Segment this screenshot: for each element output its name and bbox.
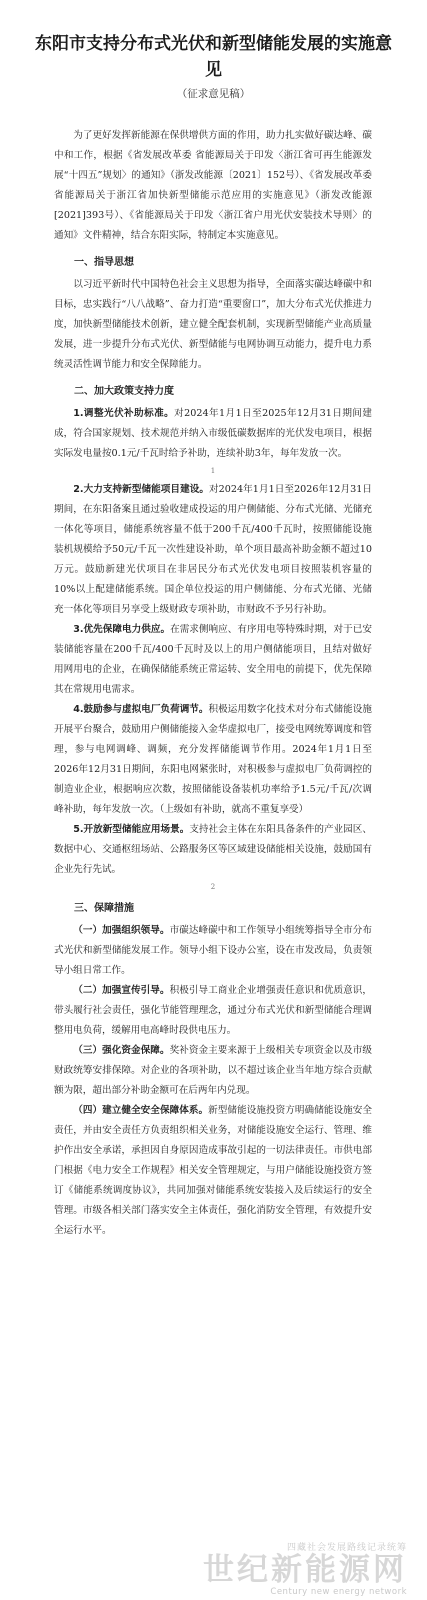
watermark — [203, 1540, 407, 1597]
policy-item-4-text: 积极运用数字化技术对分布式储能设施开展平台聚合，鼓励用户侧储能接入金华虚拟电厂，接受电网统筹调度和管理，参与电网调峰、调频，充分发挥储能调节作用。2024年1月1日至2026年12月31日期间，东阳电网紧张时，对积极参与虚拟电厂负荷调控的制造业企业，根据响应次数，按照储能设备装机功率给予1.5元/千瓦/次调峰补助，每年发放一次。（上级如有补助，就高不重复享受） — [54, 704, 372, 815]
intro-paragraph: 为了更好发挥新能源在保供增供方面的作用，助力扎实做好碳达峰、碳中和工作，根据《省发展改革委 省能源局关于印发〈浙江省可再生能源发展“十四五”规划〉的通知》（浙发改能源〔2021〕152号）、《省发展改革委 省能源局关于浙江省加快新型储能示范应用的实施意见》（浙发改能源[2021]393号）、《省能源局关于印发〈浙江省户用光伏安装技术导则〉的通知》文件精神，结合东阳实际，特制定本实施意见。 — [54, 130, 372, 241]
watermark-subtext: 四藏社会发展路线记录统筹 — [286, 1543, 407, 1553]
policy-item-5-lead: 5.开放新型储能应用场景。 — [73, 824, 190, 835]
policy-item-3-text: 在需求侧响应、有序用电等特殊时期，对于已安装储能容量在200千瓦/400千瓦时及以上的用户侧储能项目，且结对做好用网用电的企业，在确保储能系统正常运转、安全用电的前提下，优先保障其在常规用电需求。 — [54, 624, 372, 695]
watermark-english: Century new energy network — [270, 1587, 407, 1597]
draft-subtitle: （征求意见稿） — [176, 88, 251, 100]
page-number: 2 — [210, 883, 216, 891]
safeguard-item-3-lead: （三）强化资金保障。 — [73, 1045, 170, 1056]
policy-item-2-text: 对2024年1月1日至2026年12月31日期间，在东阳备案且通过验收建成投运的用户侧储能、分布式光储、光储充一体化等项目，储能系统容量不低于200千瓦/400千瓦时，按照储能设施装机规模给予50元/千瓦一次性建设补助，单个项目最高补助金额不超过10万元。鼓励新建光伏项目在非居民分布式光伏发电项目按照装机容量的10%以上配建储能系统。国企单位投运的用户侧储能、分布式光储、光储充一体化等项目另享受上级财政专项补助，市财政不予另行补助。 — [54, 484, 372, 615]
section-heading-guiding-ideology: 一、指导思想 — [74, 257, 134, 268]
safeguard-item-1-lead: （一）加强组织领导。 — [73, 925, 170, 936]
section-heading-safeguards: 三、保障措施 — [74, 903, 134, 914]
policy-item-5 — [54, 820, 372, 880]
policy-item-4-lead: 4.鼓励参与虚拟电厂负荷调节。 — [73, 704, 209, 715]
safeguard-item-1 — [54, 921, 372, 981]
watermark-brand: 世纪新能源网 — [203, 1552, 407, 1588]
safeguard-item-4-lead: （四）建立健全安全保障体系。 — [73, 1105, 209, 1116]
policy-item-1-text: 对2024年1月1日至2025年12月31日期间建成，符合国家规划、技术规范并纳入市级低碳数据库的光伏发电项目，根据实际发电量按0.1元/千瓦时给予补助，连续补助3年，每年发放一次。 — [54, 408, 372, 459]
safeguard-item-3-text: 奖补资金主要来源于上级相关专项资金以及市级财政统筹安排保障。对企业的各项补助，以不超过该企业当年地方综合贡献额为限，超出部分补助金额可在后两年内兑现。 — [54, 1045, 372, 1096]
policy-item-4 — [54, 700, 372, 820]
section-heading-policy-support: 二、加大政策支持力度 — [74, 386, 174, 397]
safeguard-item-4 — [54, 1101, 372, 1241]
policy-item-2 — [54, 480, 372, 620]
safeguard-item-4-text: 新型储能设施投资方明确储能设施安全责任，并由安全责任方负责组织相关业务，对储能设施安全运行、管理、维护作出安全承诺，承担因自身原因造成事故引起的一切法律责任。市供电部门根据《电力安全工作规程》相关安全管理规定，与用户储能设施投资方签订《储能系统调度协议》，共同加强对储能系统安装接入及后续运行的安全管理。市级各相关部门落实安全主体责任，强化消防安全管理，有效提升安全运行水平。 — [54, 1105, 372, 1236]
policy-item-3-lead: 3.优先保障电力供应。 — [73, 624, 171, 635]
guiding-ideology-paragraph: 以习近平新时代中国特色社会主义思想为指导，全面落实碳达峰碳中和目标，忠实践行“八八战略”、奋力打造“重要窗口”，加大分布式光伏推进力度，加快新型储能技术创新，建立健全配套机制，实现新型储能产业高质量发展，进一步提升分布式光伏、新型储能与电网协调互动能力，提升电力系统灵活性调节能力和安全保障能力。 — [54, 279, 372, 370]
policy-item-3 — [54, 620, 372, 700]
document-body — [54, 126, 372, 1241]
safeguard-item-2-text: 积极引导工商业企业增强责任意识和优质意识，带头履行社会责任，强化节能管理理念，通过分布式光伏和新型储能合理调整用电负荷，缓解用电高峰时段供电压力。 — [54, 985, 372, 1036]
safeguard-item-2 — [54, 981, 372, 1041]
safeguard-item-3 — [54, 1041, 372, 1101]
policy-item-5-text: 支持社会主体在东阳具备条件的产业园区、数据中心、交通枢纽场站、公路服务区等区域建设储能相关设施，鼓励国有企业先行先试。 — [54, 824, 372, 875]
policy-item-2-lead: 2.大力支持新型储能项目建设。 — [73, 484, 210, 495]
safeguard-item-1-text: 市碳达峰碳中和工作领导小组统筹指导全市分布式光伏和新型储能发展工作。领导小组下设办公室，设在市发改局，负责领导小组日常工作。 — [54, 925, 372, 976]
policy-item-1-lead: 1.调整光伏补助标准。 — [73, 408, 175, 419]
safeguard-item-2-lead: （二）加强宣传引导。 — [73, 985, 170, 996]
page-title: 东阳市支持分布式光伏和新型储能发展的实施意见 — [35, 34, 392, 80]
page-number: 1 — [210, 467, 216, 475]
policy-item-1 — [54, 404, 372, 464]
